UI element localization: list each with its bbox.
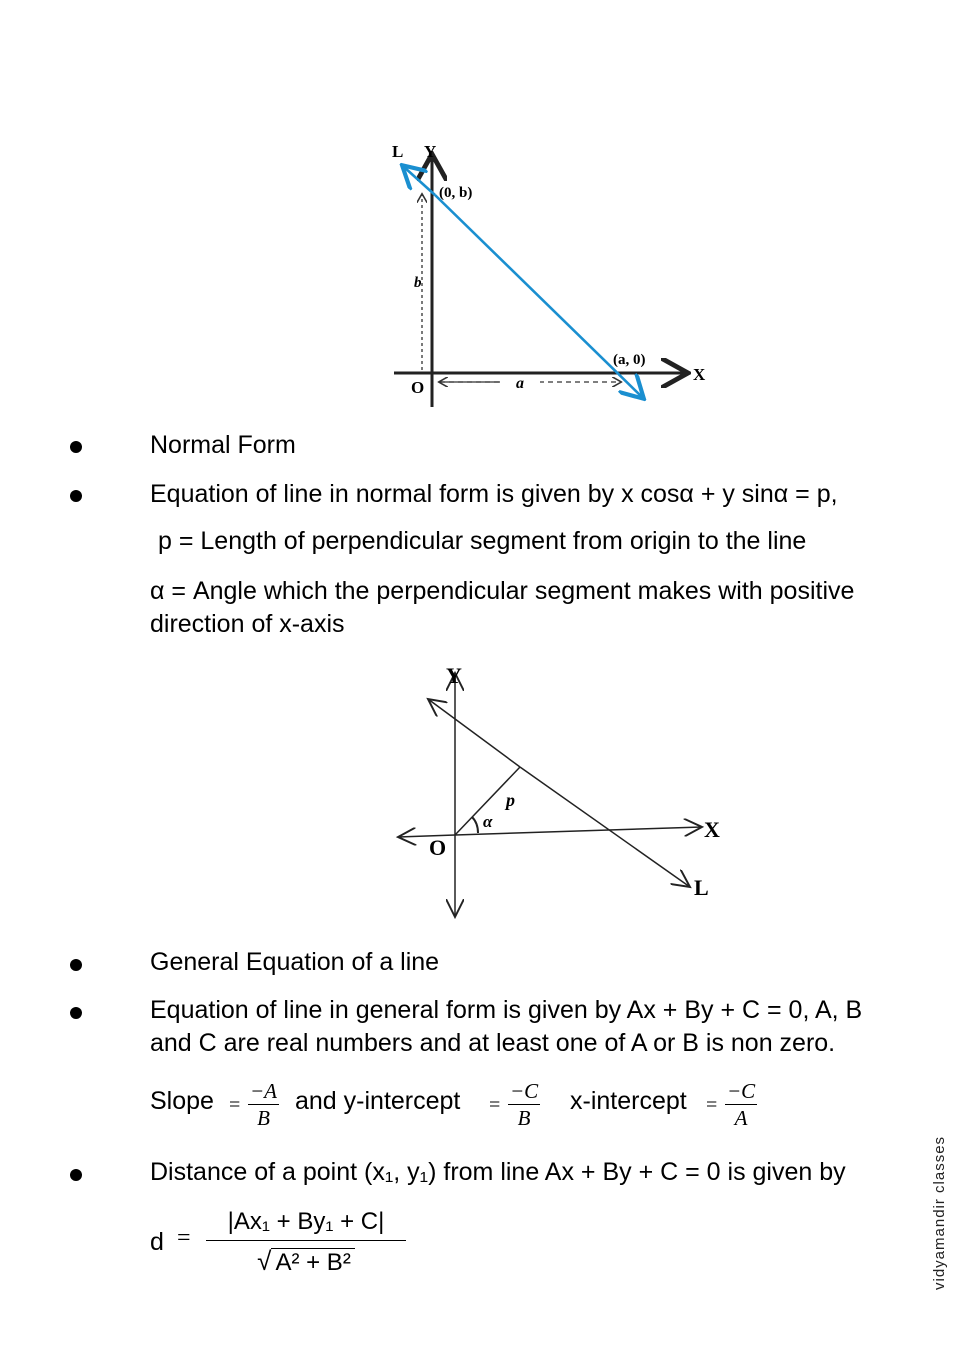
y-intercept-denominator: B [517,1106,531,1130]
general-equation-line1: Equation of line in general form is given by Ax + By + C = 0, A, B [150,996,863,1024]
distance-formula-statement: Distance of a point (x₁, y₁) from line Ax + By + C = 0 is given by [150,1158,846,1186]
label-Y: Y [446,663,462,688]
bullet [70,490,82,502]
bullet [70,1169,82,1181]
label-0b: (0, b) [439,185,473,201]
x-intercept-numerator: −C [727,1079,756,1103]
normal-form-title: Normal Form [150,431,296,459]
normal-form-alpha-definition: α = Angle which the perpendicular segment makes with positive [150,577,855,605]
x-intercept-fraction [725,1079,757,1131]
side-watermark: vidyamandir classes [931,1135,948,1290]
slope-denominator: B [257,1106,270,1130]
equals-sign: = [177,1225,191,1251]
intercept-form-diagram [380,135,720,420]
label-O: O [411,378,425,397]
label-b: b [414,275,422,291]
general-equation-title: General Equation of a line [150,948,440,976]
bullet [70,441,82,453]
label-X: X [693,365,706,384]
label-a0: (a, 0) [613,352,646,368]
normal-form-diagram [390,655,740,930]
line-L [435,195,642,397]
normal-form-p-definition: p = Length of perpendicular segment from origin to the line [158,527,807,555]
distance-denominator: √ A² + B² [206,1241,406,1283]
y-intercept-numerator: −C [510,1079,539,1103]
label-X: X [704,817,720,842]
bullet [70,1007,82,1019]
general-equation-line2: and C are real numbers and at least one of A or B is non zero. [150,1029,836,1057]
equals-sign: = [229,1094,241,1116]
equals-sign: = [706,1094,718,1116]
normal-form-alpha-definition-cont: direction of x-axis [150,610,345,638]
slope-fraction [248,1079,279,1131]
slope-numerator: −A [250,1079,277,1103]
square-root-icon: √ [257,1246,272,1276]
label-alpha: α [483,812,493,831]
label-O: O [429,835,447,860]
distance-numerator: |Ax₁ + By₁ + C| [206,1205,406,1241]
equals-sign: = [489,1094,501,1116]
line-L [520,767,690,887]
label-L: L [694,875,709,900]
y-intercept-label: and y-intercept [295,1087,461,1115]
label-a: a [516,375,524,392]
d-label: d [150,1228,164,1256]
alpha-arc [472,817,478,833]
label-L: L [392,142,404,161]
distance-fraction [206,1205,406,1283]
slope-label: Slope [150,1087,214,1115]
x-intercept-denominator: A [734,1106,748,1130]
label-p: p [506,790,515,810]
label-Y: Y [424,142,437,161]
y-intercept-fraction [508,1079,540,1131]
normal-form-equation: Equation of line in normal form is given by x cosα + y sinα = p, [150,480,838,508]
bullet [70,959,82,971]
x-intercept-label: x-intercept [570,1087,687,1115]
